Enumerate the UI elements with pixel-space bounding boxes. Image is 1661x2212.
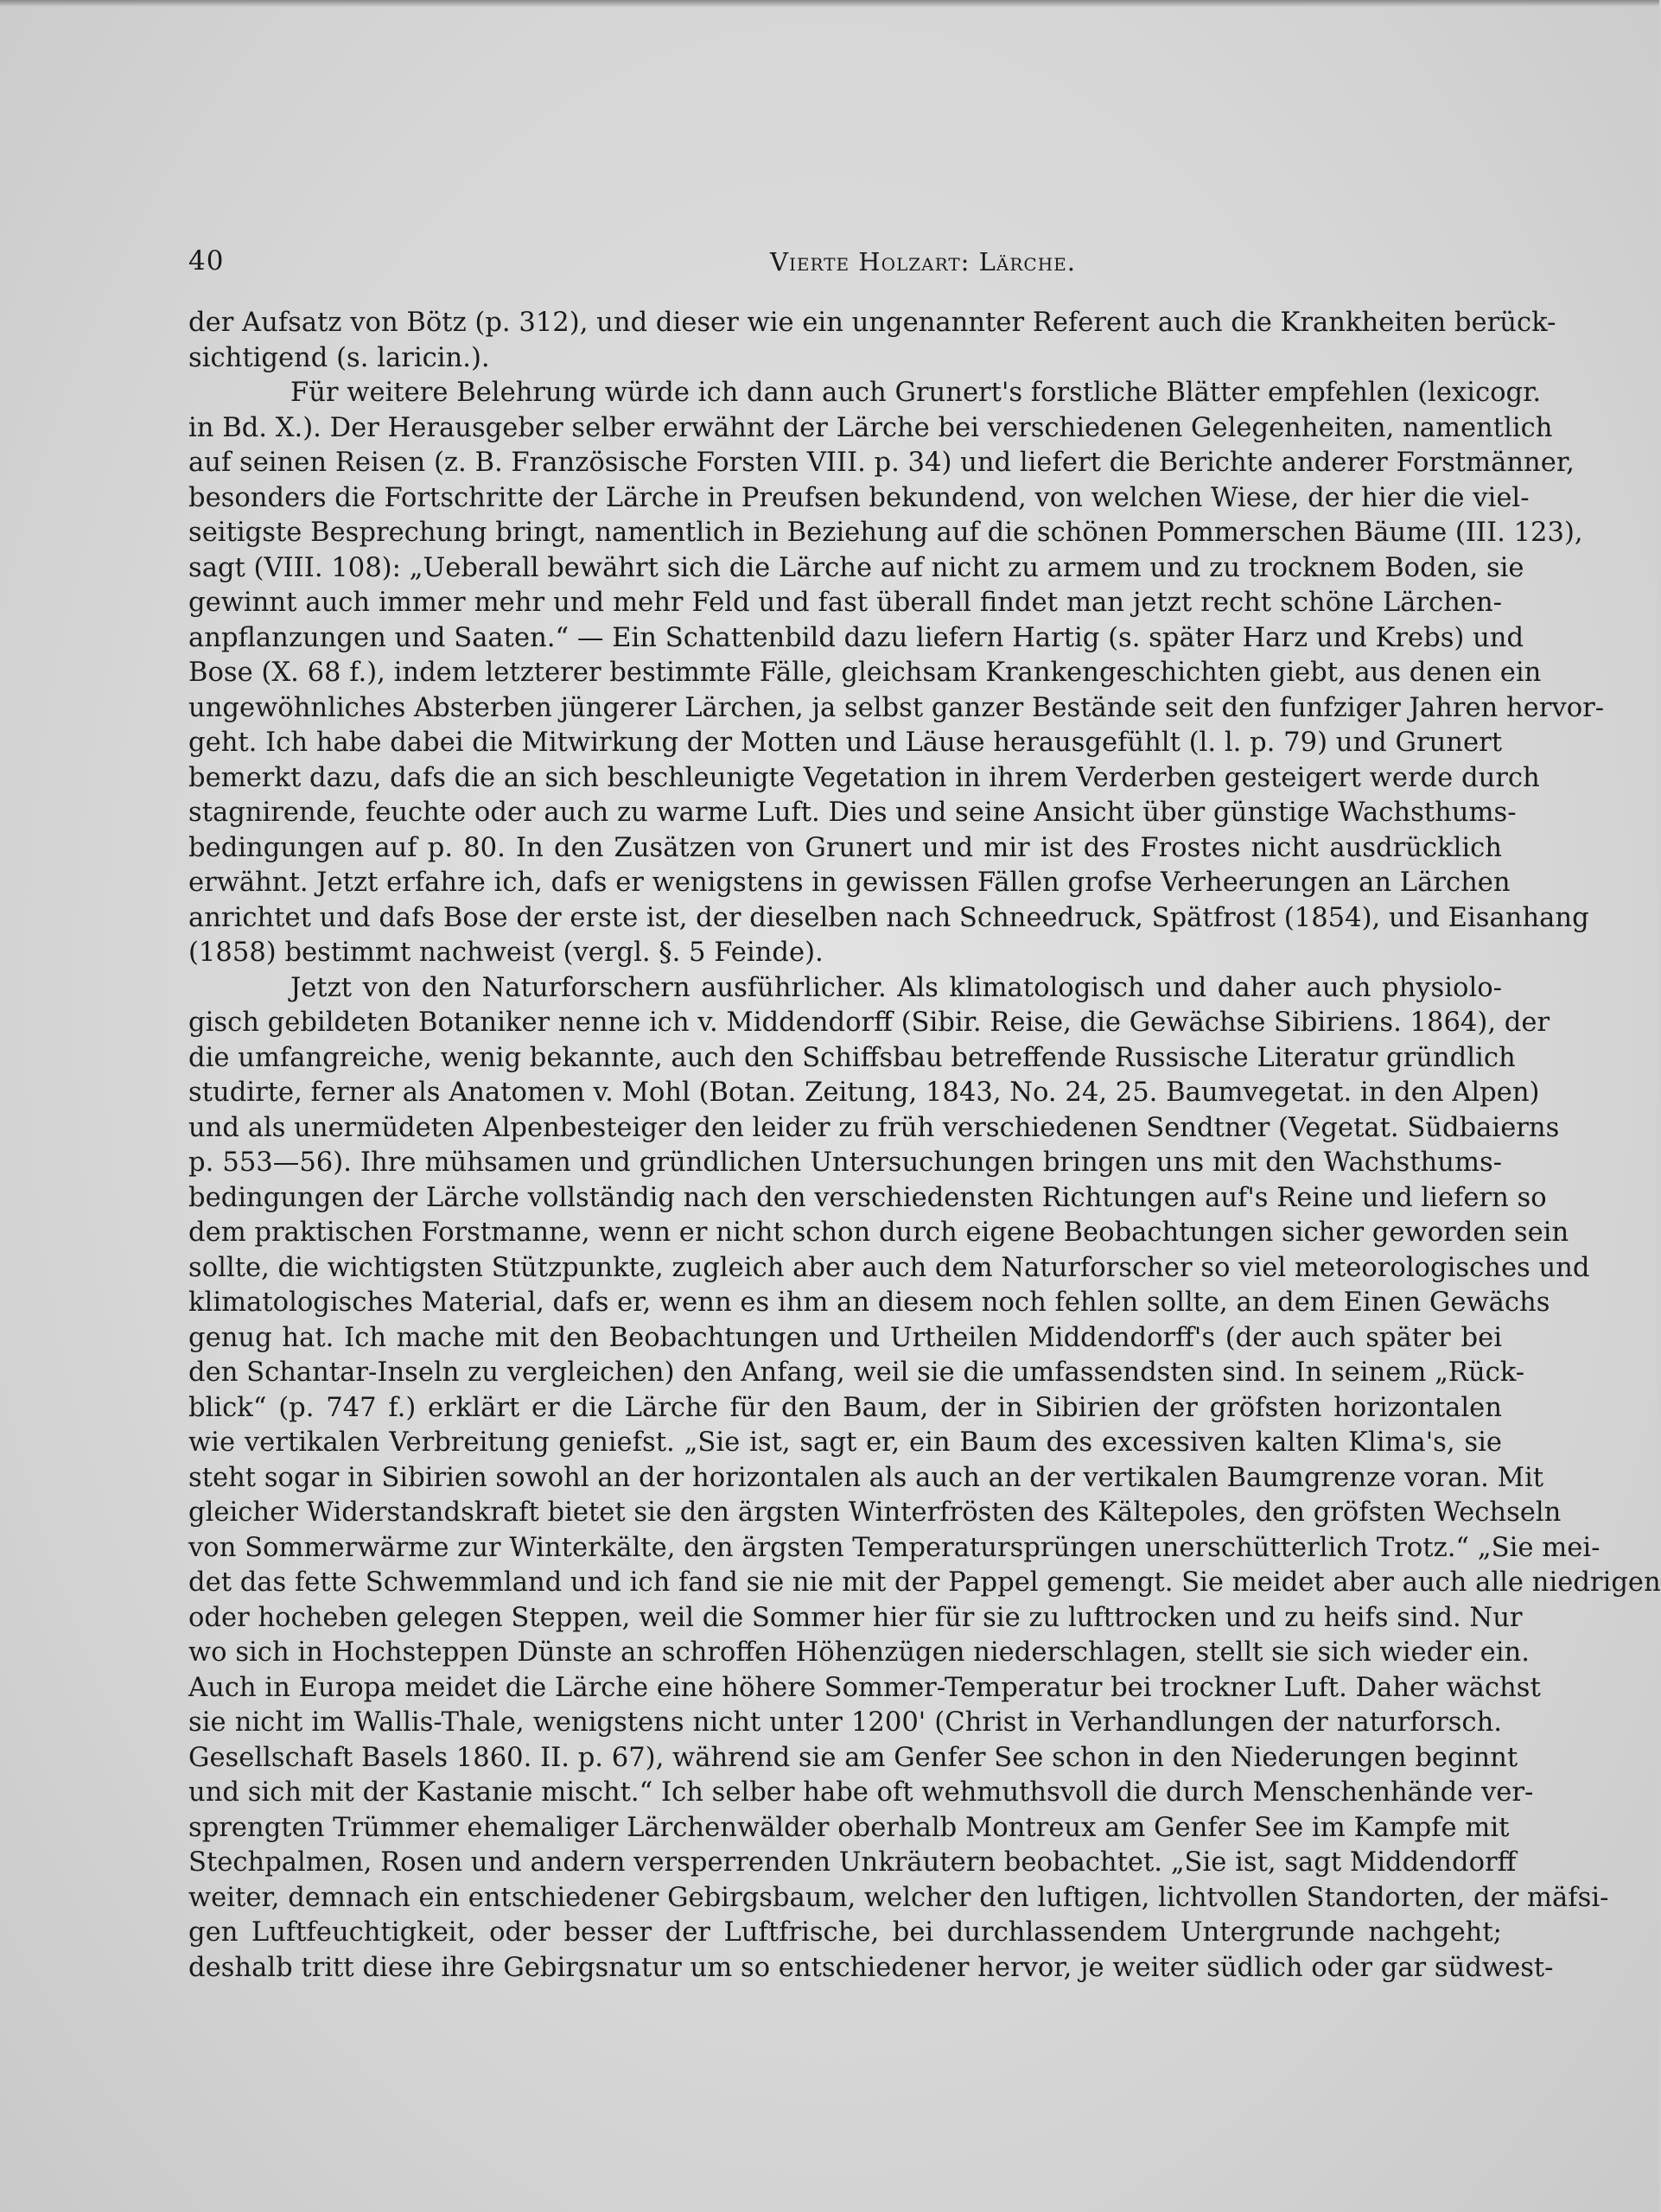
text-line: von Sommerwärme zur Winterkälte, den ärgsten Temperatursprüngen unerschütterlich Trotz.“ „Sie mei- bbox=[188, 1532, 1601, 1563]
running-title: Vierte Holzart: Lärche. bbox=[770, 247, 1076, 276]
running-head bbox=[188, 245, 1502, 280]
text-line: p. 553—56). Ihre mühsamen und gründlichen Untersuchungen bringen uns mit den Wachsthums- bbox=[188, 1147, 1502, 1178]
text-line: gen Luftfeuchtigkeit, oder besser der Luftfrische, bei durchlassendem Untergrunde nachgeht; bbox=[188, 1917, 1502, 1948]
text-line: geht. Ich habe dabei die Mitwirkung der Motten und Läuse herausgefühlt (l. l. p. 79) und Grunert bbox=[188, 728, 1502, 758]
text-line: seitigste Besprechung bringt, namentlich in Beziehung auf die schönen Pommerschen Bäume (III. 123), bbox=[188, 518, 1583, 548]
text-line: weiter, demnach ein entschiedener Gebirgsbaum, welcher den luftigen, lichtvollen Standorten, der mäfsi- bbox=[188, 1882, 1609, 1913]
text-line: oder hocheben gelegen Steppen, weil die Sommer hier für sie zu lufttrocken und zu heifs sind. Nur bbox=[188, 1602, 1523, 1633]
text-line: sichtigend (s. laricin.). bbox=[188, 342, 490, 373]
text-line: besonders die Fortschritte der Lärche in Preufsen bekundend, von welchen Wiese, der hier die viel- bbox=[188, 482, 1530, 513]
text-line: anpflanzungen und Saaten.“ — Ein Schattenbild dazu liefern Hartig (s. später Harz und Krebs) und bbox=[188, 622, 1524, 653]
text-line: Jetzt von den Naturforschern ausführlicher. Als klimatologisch und daher auch physiolo- bbox=[290, 972, 1502, 1003]
text-line: Stechpalmen, Rosen und andern versperrenden Unkräutern beobachtet. „Sie ist, sagt Middendorff bbox=[188, 1847, 1517, 1878]
text-line: bemerkt dazu, dafs die an sich beschleunigte Vegetation in ihrem Verderben gesteigert werde durch bbox=[188, 762, 1540, 793]
text-line: gisch gebildeten Botaniker nenne ich v. Middendorff (Sibir. Reise, die Gewächse Sibiriens. 1864), der bbox=[188, 1007, 1550, 1038]
text-line: bedingungen auf p. 80. In den Zusätzen von Grunert und mir ist des Frostes nicht ausdrücklich bbox=[188, 832, 1502, 863]
text-line: (1858) bestimmt nachweist (vergl. §. 5 Feinde). bbox=[188, 938, 824, 968]
text-line: sie nicht im Wallis-Thale, wenigstens nicht unter 1200' (Christ in Verhandlungen der naturforsch. bbox=[188, 1707, 1502, 1738]
text-line: genug hat. Ich mache mit den Beobachtungen und Urtheilen Middendorff's (der auch später bei bbox=[188, 1322, 1502, 1353]
text-line: die umfangreiche, wenig bekannte, auch den Schiffsbau betreffende Russische Literatur gründlich bbox=[188, 1042, 1516, 1073]
text-line: in Bd. X.). Der Herausgeber selber erwähnt der Lärche bei verschiedenen Gelegenheiten, namentlich bbox=[188, 412, 1553, 443]
text-line: gewinnt auch immer mehr und mehr Feld und fast überall findet man jetzt recht schöne Lärchen- bbox=[188, 588, 1502, 618]
text-line: steht sogar in Sibirien sowohl an der horizontalen als auch an der vertikalen Baumgrenze voran. Mit bbox=[188, 1462, 1544, 1493]
text-line: Auch in Europa meidet die Lärche eine höhere Sommer-Temperatur bei trockner Luft. Daher wächst bbox=[188, 1672, 1541, 1703]
text-line: sollte, die wichtigsten Stützpunkte, zugleich aber auch dem Naturforscher so viel meteorologisches und bbox=[188, 1252, 1590, 1283]
text-line: sagt (VIII. 108): „Ueberall bewährt sich die Lärche auf nicht zu armem und zu trocknem Boden, sie bbox=[188, 552, 1524, 583]
text-line: sprengten Trümmer ehemaliger Lärchenwälder oberhalb Montreux am Genfer See im Kampfe mit bbox=[188, 1812, 1510, 1843]
text-line: und als unermüdeten Alpenbesteiger den leider zu früh verschiedenen Sendtner (Vegetat. Südbaierns bbox=[188, 1112, 1560, 1143]
body-text bbox=[188, 306, 1661, 1986]
text-line: Für weitere Belehrung würde ich dann auch Grunert's forstliche Blätter empfehlen (lexicogr. bbox=[290, 378, 1542, 408]
text-line: stagnirende, feuchte oder auch zu warme Luft. Dies und seine Ansicht über günstige Wachsthums- bbox=[188, 798, 1517, 828]
page-number: 40 bbox=[188, 245, 225, 276]
text-line: ungewöhnliches Absterben jüngerer Lärchen, ja selbst ganzer Bestände seit den funfziger Jahren hervor- bbox=[188, 692, 1605, 723]
text-line: gleicher Widerstandskraft bietet sie den ärgsten Winterfrösten des Kältepoles, den gröfsten Wechseln bbox=[188, 1497, 1562, 1528]
text-line: klimatologisches Material, dafs er, wenn es ihm an diesem noch fehlen sollte, an dem Einen Gewächs bbox=[188, 1287, 1550, 1318]
text-line: wo sich in Hochsteppen Dünste an schroffen Höhenzügen niederschlagen, stellt sie sich wieder ein. bbox=[188, 1637, 1530, 1668]
text-line: Gesellschaft Basels 1860. II. p. 67), während sie am Genfer See schon in den Niederungen beginnt bbox=[188, 1742, 1518, 1773]
text-line: studirte, ferner als Anatomen v. Mohl (Botan. Zeitung, 1843, No. 24, 25. Baumvegetat. in den Alpen) bbox=[188, 1077, 1540, 1108]
text-line: anrichtet und dafs Bose der erste ist, der dieselben nach Schneedruck, Spätfrost (1854), und Eisanhang bbox=[188, 902, 1589, 933]
text-line: auf seinen Reisen (z. B. Französische Forsten VIII. p. 34) und liefert die Berichte anderer Forstmänner, bbox=[188, 448, 1575, 478]
text-line: und sich mit der Kastanie mischt.“ Ich selber habe oft wehmuthsvoll die durch Menschenhände ver- bbox=[188, 1777, 1534, 1808]
text-line: der Aufsatz von Bötz (p. 312), und dieser wie ein ungenannter Referent auch die Krankheiten berück- bbox=[188, 308, 1556, 338]
page-top-edge bbox=[0, 0, 1659, 7]
text-line: erwähnt. Jetzt erfahre ich, dafs er wenigstens in gewissen Fällen grofse Verheerungen an Lärchen bbox=[188, 868, 1511, 898]
text-line: Bose (X. 68 f.), indem letzterer bestimmte Fälle, gleichsam Krankengeschichten giebt, aus denen ein bbox=[188, 658, 1542, 688]
text-line: den Schantar-Inseln zu vergleichen) den Anfang, weil sie die umfassendsten sind. In seinem „Rück- bbox=[188, 1357, 1525, 1388]
text-line: det das fette Schwemmland und ich fand sie nie mit der Pappel gemengt. Sie meidet aber auch alle niedrigen bbox=[188, 1567, 1661, 1598]
text-line: dem praktischen Forstmanne, wenn er nicht schon durch eigene Beobachtungen sicher geworden sein bbox=[188, 1217, 1569, 1248]
text-line: bedingungen der Lärche vollständig nach den verschiedensten Richtungen auf's Reine und liefern so bbox=[188, 1182, 1547, 1213]
text-line: wie vertikalen Verbreitung geniefst. „Sie ist, sagt er, ein Baum des excessiven kalten Klima's, sie bbox=[188, 1427, 1502, 1458]
text-line: blick“ (p. 747 f.) erklärt er die Lärche für den Baum, der in Sibirien der gröfsten horizontalen bbox=[188, 1392, 1502, 1423]
text-line: deshalb tritt diese ihre Gebirgsnatur um so entschiedener hervor, je weiter südlich oder gar südwest- bbox=[188, 1952, 1554, 1983]
